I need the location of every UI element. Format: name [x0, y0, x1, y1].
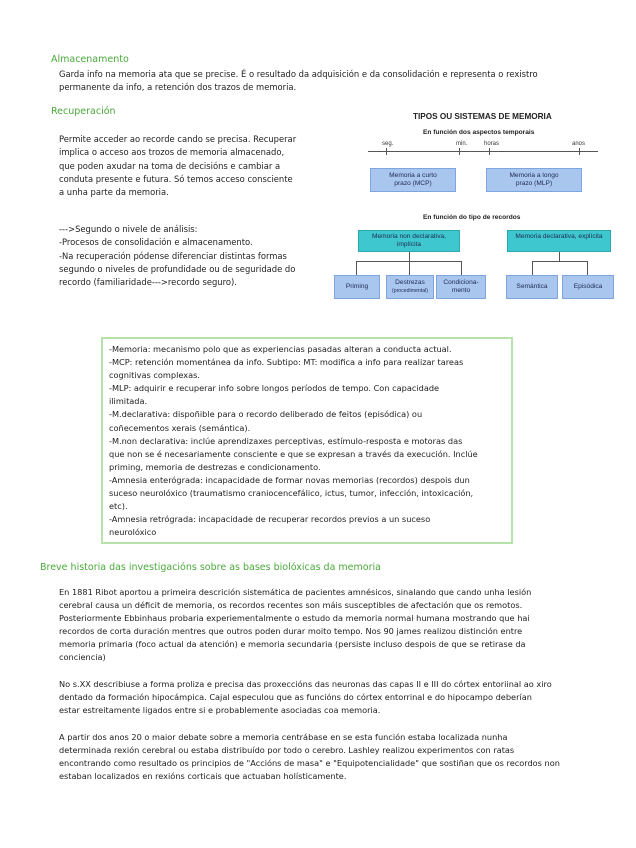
definition-line: coñecementos xerais (semántica).: [109, 422, 251, 433]
box-text: Memoria declarativa, explícita: [515, 233, 603, 240]
text-line: No s.XX describiuse a forma proliza e precisa das proxeccións das neuronas das capas II e III do córtex entoriinal ao xiro: [59, 679, 552, 689]
diagram-title: TIPOS OU SISTEMAS DE MEMORIA: [413, 112, 552, 121]
text-line: recordos de corta duración mentres que outros poden durar moito tempo. Nos 90 james realizou distinción entre: [59, 626, 523, 637]
definition-line: -Memoria: mecanismo polo que as experiencias pasadas alteran a conducta actual.: [109, 344, 452, 354]
connector: [559, 252, 560, 261]
historia-heading: Breve historia das investigacións sobre as bases biolóxicas da memoria: [40, 562, 381, 573]
semantica-box: [506, 275, 558, 299]
historia-paragraph-3: [59, 731, 560, 783]
memory-types-diagram: [330, 108, 620, 308]
priming-box: [334, 275, 380, 299]
historia-paragraph-2: [59, 678, 552, 717]
text-line: permanente da info, a retención dos trazos de memoria.: [59, 82, 297, 93]
declarative-box: [507, 230, 611, 252]
definition-line: -Amnesia retrógrada: incapacidade de recuperar recordos previos a un suceso: [109, 514, 431, 525]
text-line: --->Segundo o nivele de análisis:: [59, 224, 198, 234]
diagram-subtitle-time: En función dos aspectos temporais: [423, 129, 535, 136]
tick-seg: seg.: [382, 141, 394, 147]
definition-line: -MCP: retención momentánea da info. Subtipo: MT: modifica a info para realizar tareas: [109, 357, 464, 368]
definition-line: ilimitada.: [109, 396, 148, 407]
box-text: (procedimental): [391, 288, 429, 294]
text-line: Garda info na memoria ata que se precise. É o resultado da adquisición e da consolidación e representa o rexistro: [59, 69, 538, 79]
text-line: conduta presente e futura. Só temos acceso consciente: [59, 173, 293, 184]
time-axis: [368, 151, 598, 152]
text-line: memoria primaria (foco actual da atención) e memoria secundaria (persiste incluso despois de que se retirase da: [59, 639, 526, 650]
definition-line: suceso neurolóxico (traumatismo craniocencefálico, ictus, tumor, infección, intoxicación,: [109, 488, 474, 499]
text-line: estaban localizados en rexións corticais que actuaban holísticamente.: [59, 771, 347, 782]
text-line: Posteriormente Ebbinhaus probaria experiementalmente o estudo da memoria normal humana mostrando que hai: [59, 613, 530, 624]
recuperacion-heading: Recuperación: [51, 106, 116, 117]
box-text: Priming: [345, 283, 369, 290]
non-declarative-box: [358, 230, 460, 252]
connector: [532, 261, 533, 275]
box-text: mento: [451, 287, 471, 294]
text-line: -Procesos de consolidación e almacenamento.: [59, 237, 253, 248]
episodica-box: [562, 275, 614, 299]
axis-tick: [489, 148, 490, 155]
text-line: implica o acceso aos trozos de memoria almacenado,: [59, 147, 285, 158]
axis-tick: [579, 148, 580, 155]
text-line: conciencia): [59, 652, 106, 663]
tick-min: min.: [456, 141, 468, 147]
definition-line: -M.non declarativa: inclúe aprendizaxes perceptivas, estímulo-resposta e motoras das: [109, 435, 463, 446]
text-line: En 1881 Ribot aportou a primeira descrición sistemática de pacientes amnésicos, sinalando que cando unha lesión: [59, 587, 532, 597]
axis-tick: [459, 148, 460, 155]
text-line: cerebral causa un déficit de memoria, os recordos recentes son máis susceptibles de afectación que os remotos.: [59, 600, 523, 611]
text-line: que poden axudar na toma de decisións e cambiar a: [59, 160, 281, 171]
recuperacion-text-1: [59, 133, 296, 199]
definition-line: neurolóxico: [109, 527, 157, 538]
recuperacion-text-2: [59, 223, 295, 289]
connector: [461, 261, 462, 275]
destrezas-box: [386, 275, 434, 299]
text-line: encontrando como resultado os principios de "Accións de masa" e "Equipotencialidade" que sostiñan que os recordos non: [59, 758, 560, 769]
definitions-text: [109, 343, 478, 539]
text-line: a unha parte da memoria.: [59, 187, 169, 198]
connector: [409, 252, 410, 261]
box-text: Condiciona-: [443, 279, 479, 286]
box-text: prazo (MCP): [394, 180, 432, 187]
text-line: estar estreitamente ligados entre si e probablemente asociadas coa memoria.: [59, 705, 381, 716]
text-line: A partir dos anos 20 o maior debate sobre a memoria centrábase en se esta función estaba localizada nunha: [59, 732, 508, 742]
connector: [356, 261, 357, 275]
almacenamento-text: [59, 68, 538, 95]
box-text: Memoria non declarativa,: [371, 233, 447, 240]
text-line: segundo o niveles de profundidade ou de seguridade do: [59, 263, 296, 274]
condicionamento-box: [436, 275, 486, 299]
text-line: determinada rexión cerebral ou estaba distribuído por todo o cerebro. Lashley realizou experimentos con ratas: [59, 745, 515, 756]
connector: [532, 261, 587, 262]
box-text: Memoria a curto: [389, 172, 437, 179]
tick-horas: horas: [484, 141, 500, 147]
diagram-subtitle-type: En función do tipo de recordos: [423, 214, 521, 221]
text-line: recordo (familiaridade--->recordo seguro).: [59, 277, 237, 288]
text-line: dentado da formación hipocámpica. Cajal especulou que as funcións do córtex entorrinal e do hipocampo deberían: [59, 692, 532, 703]
box-text: implícita: [396, 241, 422, 248]
text-line: -Na recuperación pódense diferenciar distintas formas: [59, 250, 287, 261]
connector: [587, 261, 588, 275]
definition-line: que non se é necesariamente consciente e que se expresan a través da execución. Inclúe: [109, 448, 478, 459]
mcp-box: [370, 168, 456, 192]
definition-line: -M.declarativa: dispoñible para o recordo deliberado de feitos (episódica) ou: [109, 409, 423, 420]
historia-paragraph-1: [59, 586, 531, 665]
tick-anos: anos: [572, 141, 586, 147]
definition-line: etc).: [109, 501, 128, 512]
box-text: Destrezas: [395, 279, 425, 286]
box-text: Memoria a longo: [509, 172, 559, 179]
definition-line: -Amnesia enterógrada: incapacidade de formar novas memorias (recordos) despois dun: [109, 474, 470, 485]
definition-line: -MLP: adquirir e recuperar info sobre longos períodos de tempo. Con capacidade: [109, 383, 440, 394]
definition-line: priming, memoria de destrezas e condicionamento.: [109, 461, 321, 472]
almacenamento-heading: Almacenamento: [51, 54, 129, 65]
box-text: Episódica: [573, 283, 603, 290]
definition-line: cognitivas complexas.: [109, 370, 200, 381]
axis-tick: [386, 148, 387, 155]
connector: [409, 261, 410, 275]
box-text: prazo (MLP): [515, 180, 553, 187]
box-text: Semántica: [516, 283, 548, 290]
text-line: Permite acceder ao recorde cando se precisa. Recuperar: [59, 134, 297, 144]
mlp-box: [486, 168, 582, 192]
